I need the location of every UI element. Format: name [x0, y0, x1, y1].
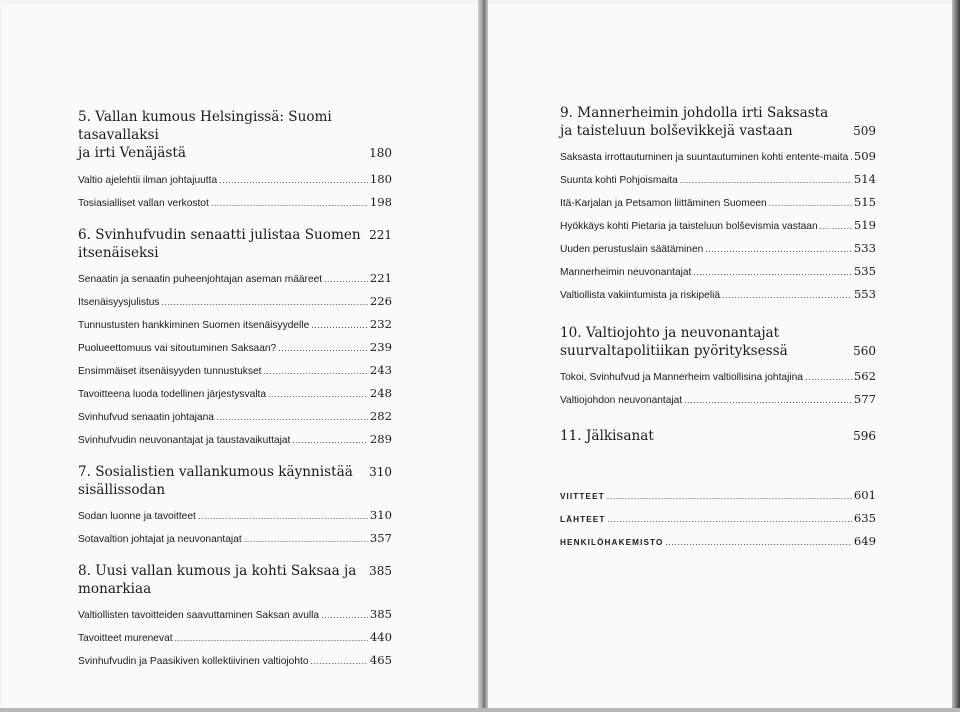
dot-leader — [850, 146, 852, 169]
dot-leader — [268, 383, 368, 406]
entry-page-number: 226 — [369, 294, 392, 308]
toc-entry — [78, 313, 392, 336]
entry-page-number: 357 — [369, 531, 392, 545]
entry-page-number: 282 — [369, 409, 392, 423]
toc-entry — [78, 603, 392, 626]
entry-page-number: 509 — [853, 149, 876, 163]
chapter-heading — [78, 226, 392, 262]
dot-leader — [311, 314, 368, 337]
chapter-title-line: 8. Uusi vallan kumous ja kohti Saksaa ja monarkiaa — [78, 563, 357, 597]
entry-title: Sodan luonne ja tavoitteet — [78, 511, 196, 522]
chapter-page-number: 180 — [369, 146, 392, 160]
toc-entry — [78, 168, 392, 191]
toc-entry — [78, 626, 392, 649]
toc-entry — [560, 388, 876, 411]
dot-leader — [310, 650, 367, 673]
dot-leader — [216, 406, 368, 429]
toc-entry — [560, 260, 876, 283]
dot-leader — [324, 268, 368, 291]
dot-leader — [321, 604, 368, 627]
appendix-title: VIITTEET — [560, 492, 605, 501]
toc-entry — [560, 191, 876, 214]
page-edge-bottom — [0, 708, 960, 712]
chapter-title-line: 5. Vallan kumous Helsingissä: Suomi tasavallaksi — [78, 109, 332, 143]
entry-title: Valtiojohdon neuvonantajat — [560, 395, 683, 406]
chapter-title-line: 10. Valtiojohto ja neuvonantajat — [560, 325, 780, 341]
toc-entry — [78, 504, 392, 527]
dot-leader — [722, 284, 852, 307]
entry-page-number: 465 — [369, 653, 392, 667]
entry-page-number: 243 — [369, 363, 392, 377]
entry-title: Tokoi, Svinhufvud ja Mannerheim valtiollisina johtajina — [560, 372, 803, 383]
dot-leader — [198, 505, 368, 528]
chapter-title-line: ja taisteluun bolševikkejä vastaan — [560, 123, 793, 139]
chapter-title-line: 7. Sosialistien vallankumous käynnistää sisällissodan — [78, 464, 353, 498]
chapter-title-line: ja irti Venäjästä — [78, 145, 186, 161]
toc-entry — [78, 267, 392, 290]
toc-entry — [78, 359, 392, 382]
entry-page-number: 515 — [853, 195, 876, 209]
entry-title: Valtiollisten tavoitteiden saavuttaminen Saksan avulla — [78, 610, 320, 621]
chapter-heading — [78, 562, 392, 598]
chapter-title-line: 6. Svinhufvudin senaatti julistaa Suomen itsenäiseksi — [78, 227, 361, 261]
entry-page-number: 239 — [369, 340, 392, 354]
page-edge-shadow — [952, 0, 960, 712]
entry-title: Valtio ajelehtii ilman johtajuutta — [78, 175, 218, 186]
dot-leader — [607, 508, 851, 531]
toc-entry — [560, 168, 876, 191]
chapter-heading — [560, 427, 876, 445]
entry-title: Hyökkäys kohti Pietaria ja taisteluun bolševismia vastaan — [560, 221, 818, 232]
toc-entry — [560, 237, 876, 260]
chapter-page-number: 560 — [853, 344, 876, 358]
toc-appendix-entry — [560, 530, 876, 553]
dot-leader — [684, 389, 852, 412]
toc-left-column — [78, 108, 392, 672]
entry-title: Itä-Karjalan ja Petsamon liittäminen Suomeen — [560, 198, 767, 209]
entry-title: Tavoitteet murenevat — [78, 633, 173, 644]
toc-entry — [78, 336, 392, 359]
entry-page-number: 385 — [369, 607, 392, 621]
entry-title: Svinhufvudin neuvonantajat ja taustavaikuttajat — [78, 435, 291, 446]
chapter-page-number: 509 — [853, 124, 876, 138]
entry-title: Valtiollista vakiintumista ja riskipeliä — [560, 290, 721, 301]
dot-leader — [278, 337, 368, 360]
entry-title: Ensimmäiset itsenäisyyden tunnustukset — [78, 366, 262, 377]
toc-entry — [78, 191, 392, 214]
entry-page-number: 533 — [853, 241, 876, 255]
entry-title: Svinhufvud senaatin johtajana — [78, 412, 214, 423]
toc-entry — [78, 527, 392, 550]
toc-appendix-entry — [560, 507, 876, 530]
entry-title: Svinhufvudin ja Paasikiven kollektiivinen valtiojohto — [78, 656, 309, 667]
chapter-title-line: suurvaltapolitiikan pyörityksessä — [560, 343, 788, 359]
entry-title: Suunta kohti Pohjoismaita — [560, 175, 678, 186]
entry-title: Itsenäisyysjulistus — [78, 297, 160, 308]
entry-title: Tosiasialliset vallan verkostot — [78, 198, 209, 209]
toc-entry — [78, 405, 392, 428]
chapter-page-number: 596 — [853, 429, 876, 443]
chapter-heading — [560, 324, 876, 360]
chapter-page-number: 310 — [369, 465, 392, 479]
appendix-page-number: 601 — [853, 488, 876, 502]
toc-right-column — [560, 104, 876, 553]
dot-leader — [607, 485, 852, 508]
dot-leader — [244, 528, 368, 551]
chapter-title-line: 9. Mannerheimin johdolla irti Saksasta — [560, 105, 829, 121]
dot-leader — [263, 360, 367, 383]
dot-leader — [211, 192, 368, 215]
entry-page-number: 553 — [853, 287, 876, 301]
entry-page-number: 198 — [369, 195, 392, 209]
toc-entry — [560, 214, 876, 237]
dot-leader — [820, 215, 852, 238]
appendix-title: LÄHTEET — [560, 515, 606, 524]
appendix-page-number: 635 — [853, 511, 876, 525]
entry-title: Sotavaltion johtajat ja neuvonantajat — [78, 534, 242, 545]
entry-page-number: 519 — [853, 218, 876, 232]
entry-page-number: 310 — [369, 508, 392, 522]
entry-title: Saksasta irrottautuminen ja suuntautuminen kohti ententе-maita — [560, 152, 849, 163]
dot-leader — [162, 291, 368, 314]
entry-page-number: 180 — [369, 172, 392, 186]
toc-entry — [78, 428, 392, 451]
dot-leader — [805, 366, 852, 389]
entry-title: Tunnustusten hankkiminen Suomen itsenäisyydelle — [78, 320, 310, 331]
dot-leader — [769, 192, 852, 215]
entry-page-number: 221 — [369, 271, 392, 285]
entry-page-number: 577 — [853, 392, 876, 406]
toc-entry — [560, 283, 876, 306]
chapter-page-number: 385 — [369, 564, 392, 578]
toc-entry — [560, 145, 876, 168]
appendix-title: HENKILÖHAKEMISTO — [560, 538, 664, 547]
entry-page-number: 248 — [369, 386, 392, 400]
chapter-heading — [78, 108, 392, 162]
entry-title: Senaatin ja senaatin puheenjohtajan aseman määreet — [78, 274, 323, 285]
entry-page-number: 232 — [369, 317, 392, 331]
dot-leader — [693, 261, 851, 284]
toc-entry — [560, 365, 876, 388]
entry-page-number: 535 — [853, 264, 876, 278]
chapter-heading — [78, 463, 392, 499]
dot-leader — [680, 169, 852, 192]
toc-appendix-entry — [560, 484, 876, 507]
dot-leader — [175, 627, 368, 650]
chapter-page-number: 221 — [369, 228, 392, 242]
book-gutter — [478, 0, 488, 712]
chapter-title-line: 11. Jälkisanat — [560, 428, 654, 444]
entry-page-number: 440 — [369, 630, 392, 644]
toc-entry — [78, 382, 392, 405]
toc-entry — [78, 290, 392, 313]
entry-title: Tavoitteena luoda todellinen järjestysvalta — [78, 389, 267, 400]
dot-leader — [219, 169, 368, 192]
entry-title: Uuden perustuslain säätäminen — [560, 244, 704, 255]
entry-title: Mannerheimin neuvonantajat — [560, 267, 692, 278]
dot-leader — [292, 429, 367, 452]
entry-title: Puolueettomuus vai sitoutuminen Saksaan? — [78, 343, 277, 354]
dot-leader — [705, 238, 852, 261]
chapter-heading — [560, 104, 876, 140]
entry-page-number: 562 — [853, 369, 876, 383]
entry-page-number: 289 — [369, 432, 392, 446]
appendix-page-number: 649 — [853, 534, 876, 548]
entry-page-number: 514 — [853, 172, 876, 186]
toc-entry — [78, 649, 392, 672]
dot-leader — [665, 531, 851, 554]
